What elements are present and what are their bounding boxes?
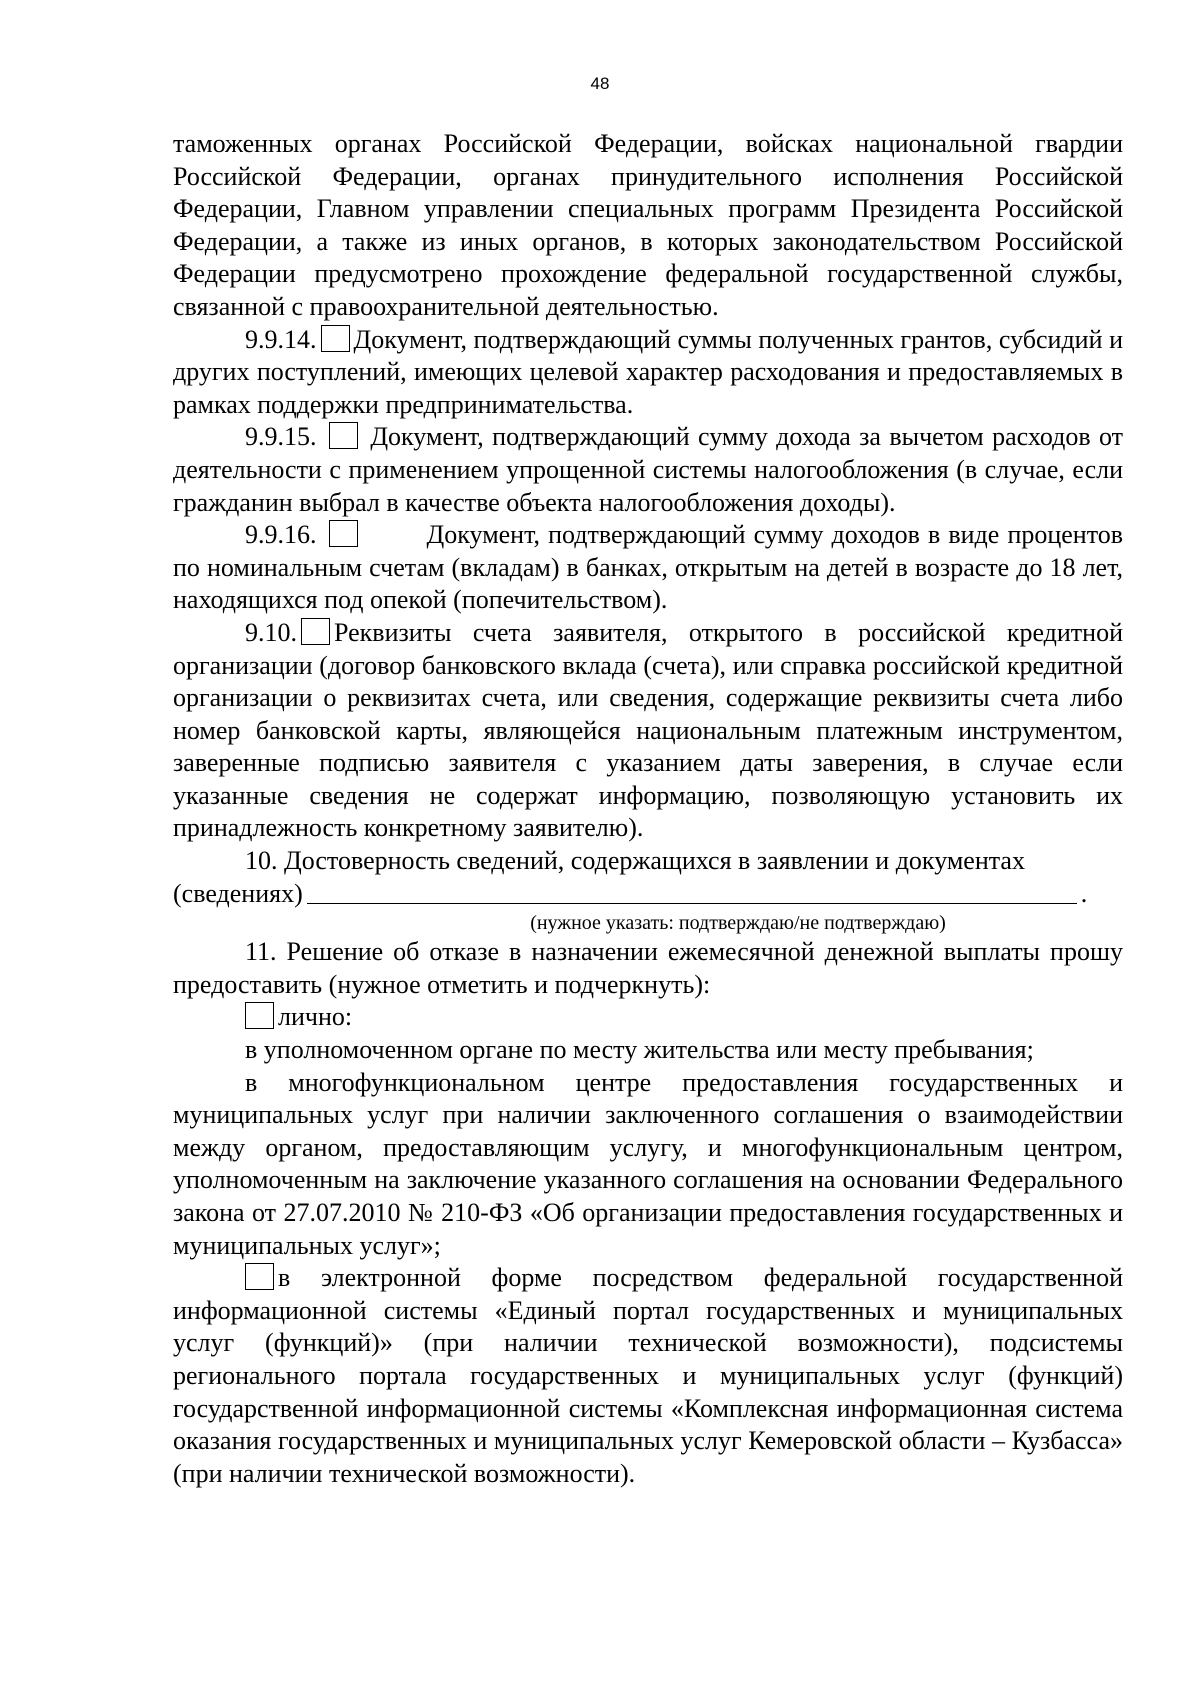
document-body: [173, 128, 1123, 1490]
item-text: Документ, подтверждающий суммы полученных грантов, субсидий и других поступлений, имеющих целевой характер расходования и предоставляемых в рамках поддержки предпринимательства.: [173, 324, 1123, 419]
checkbox-9-9-16[interactable]: [329, 520, 358, 547]
item-11: 11. Решение об отказе в назначении ежемесячной денежной выплаты прошу предоставить (нужное отметить и подчеркнуть):: [173, 937, 1123, 999]
item-10: 10. Достоверность сведений, содержащихся в заявлении и документах (сведениях) .: [173, 846, 1088, 908]
item-9-10: [173, 617, 1123, 845]
option-label: в электронной форме посредством федеральной государственной информационной системы «Единый портал государственных и муниципальных услуг (функций)» (при наличии технической возможности), подсистемы регионального портала государственных и муниципальных услуг (функций) государственной информационной системы «Комплексная информационная система оказания государственных и муниципальных услуг Кемеровской области – Кузбасса» (при наличии технической возможности).: [173, 1263, 1123, 1488]
option-mfc: в многофункциональном центре предоставления государственных и муниципальных услуг при наличии заключенного соглашения о взаимодействии между органом, предоставляющим услугу, и многофункциональным центром, уполномоченным на заключение указанного соглашения на основании Федерального закона от 27.07.2010 № 210-ФЗ «Об организации предоставления государственных и муниципальных услуг»;: [173, 1067, 1123, 1260]
option-personal: [173, 1001, 1123, 1034]
item-text: 10. Достоверность сведений, содержащихся в заявлении и документах (сведениях): [173, 846, 1025, 908]
page-number: 48: [590, 74, 610, 93]
item-9-9-15: [173, 421, 1123, 519]
checkbox-9-9-15[interactable]: [329, 422, 358, 449]
item-text: Документ, подтверждающий сумму доходов в виде процентов по номинальным счетам (вкладам) в банках, открытым на детей в возрасте до 18 лет, находящихся под опекой (попечительством).: [173, 520, 1124, 615]
option-authority: в уполномоченном органе по месту жительства или месту пребывания;: [245, 1035, 1034, 1065]
option-label: лично:: [278, 1002, 353, 1032]
checkbox-9-9-14[interactable]: [321, 325, 350, 352]
checkbox-personal[interactable]: [245, 1002, 274, 1029]
item-text: Реквизиты счета заявителя, открытого в российской кредитной организации (договор банковского вклада (счета), или справка российской кредитной организации о реквизитах счета, или сведения, содержащие реквизиты счета либо номер банковской карты, являющейся национальным платежным инструментом, заверенные подписью заявителя с указанием даты заверения, в случае если указанные сведения не содержат информацию, позволяющую установить их принадлежность конкретному заявителю).: [173, 617, 1123, 843]
field-hint: (нужное указать: подтверждаю/не подтверждаю): [530, 912, 946, 935]
item-9-9-16: [173, 519, 1123, 617]
item-number: 9.9.15.: [245, 422, 317, 452]
paragraph-continuation: таможенных органах Российской Федерации, войсках национальной гвардии Российской Федерации, органах принудительного исполнения Российской Федерации, Главном управлении специальных программ Президента Российской Федерации, а также из иных органов, в которых законодательством Российской Федерации предусмотрено прохождение федеральной государственной службы, связанной с правоохранительной деятельностью.: [173, 129, 1123, 321]
option-electronic: [173, 1262, 1123, 1490]
item-number: 9.9.16.: [245, 520, 317, 550]
item-text: Документ, подтверждающий сумму дохода за вычетом расходов от деятельности с применением упрощенной системы налогообложения (в случае, если гражданин выбрал в качестве объекта налогообложения доходы).: [173, 422, 1124, 517]
checkbox-electronic[interactable]: [245, 1263, 274, 1290]
checkbox-9-10[interactable]: [301, 618, 330, 645]
item-9-9-14: [173, 324, 1123, 422]
item-number: 9.10.: [245, 617, 297, 647]
item-number: 9.9.14.: [245, 324, 317, 354]
confirmation-field[interactable]: [307, 879, 1077, 904]
